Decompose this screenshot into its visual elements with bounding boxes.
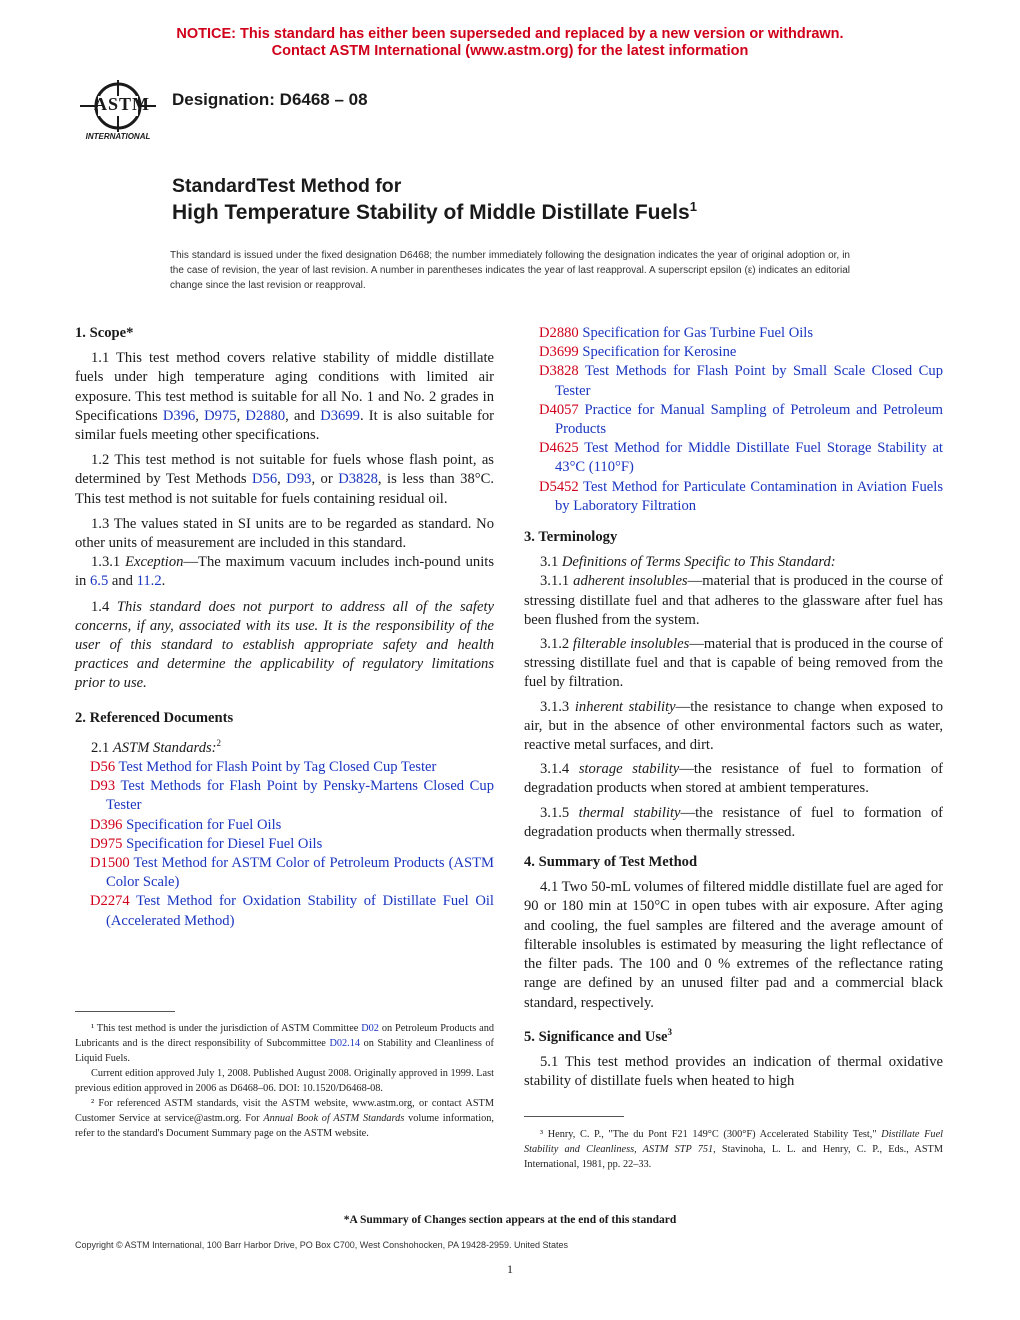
link-d56[interactable]: D56 <box>252 471 278 488</box>
terminology-3-1-5: 3.1.5 thermal stability—the resistance of fuel to formation of degradation products when thermally stressed. <box>524 804 944 840</box>
copyright-line: Copyright © ASTM International, 100 Barr Harbor Drive, PO Box C700, West Conshohocken, PA 19428-2959. United States <box>75 1240 569 1250</box>
summary-4-1: 4.1 Two 50-mL volumes of filtered middle distillate fuel are aged for 90 or 180 min at 150°C in open tubes with air exposure. After aging and cooling, the fuel samples are filtered and the average amount of filterable insolubles is estimated by measuring the light reflectance of the filter pads. The 100 and 0 % extremes of the reflectance rating range are defined by an unused filter pad and a commercial black standard, respectively. <box>524 879 943 1011</box>
astm-logo-icon <box>74 76 162 146</box>
ref-item-d4625[interactable]: D4625 Test Method for Middle Distillate Fuel Storage Stability at 43°C (110°F) <box>539 440 943 476</box>
ref-item-d2274[interactable]: D2274 Test Method for Oxidation Stability of Distillate Fuel Oil (Accelerated Method) <box>90 893 494 929</box>
link-d975[interactable]: D975 <box>204 407 237 424</box>
logo-letters: ASTM <box>94 94 151 114</box>
right-column <box>524 324 943 1091</box>
ref-item-d4057[interactable]: D4057 Practice for Manual Sampling of Petroleum and Petroleum Products <box>539 401 943 438</box>
scope-1-1: 1.1 This test method covers relative stability of middle distillate fuels under high temperature aging conditions with limited air exposure. This test method is suitable for all No. 1 and No. 2 grades in Specifications D396, D975, D2880, and D3699. It is also suitable for similar fuels meeting other specifications. <box>75 350 495 444</box>
link-d3828[interactable]: D3828 <box>338 471 378 488</box>
link-section-6-5[interactable]: 6.5 <box>90 573 109 590</box>
footnote-1-edition: Current edition approved July 1, 2008. Published August 2008. Originally approved in 1999. Last previous edition approved in 2006 as D6468–06. DOI: 10.1520/D6468-08. <box>75 1068 494 1094</box>
scope-1-3: 1.3 The values stated in SI units are to be regarded as standard. No other units of measurement are included in this standard. <box>75 515 494 552</box>
significance-heading: 5. Significance and Use$^3$ <box>524 1026 673 1045</box>
ref-item-d1500[interactable]: D1500 Test Method for ASTM Color of Petroleum Products (ASTM Color Scale) <box>90 854 494 891</box>
title-footnote-mark: 1 <box>689 199 697 214</box>
refdocs-heading: 2. Referenced Documents <box>75 709 234 726</box>
link-d02-14[interactable]: D02.14 <box>329 1038 361 1049</box>
ref-item-d3699[interactable]: D3699 Specification for Kerosine <box>539 344 737 361</box>
page-number: 1 <box>507 1262 513 1276</box>
footnote-rule-right <box>524 1116 624 1117</box>
significance-5-1: 5.1 This test method provides an indication of thermal oxidative stability of distillate fuels when heated to high <box>524 1053 943 1089</box>
scope-1-2: 1.2 This test method is not suitable for fuels whose flash point, as determined by Test Methods D56, D93, or D3828, is less than 38°C. This test method is not suitable for fuels containing residual oil. <box>75 452 494 507</box>
terminology-3-1-3: 3.1.3 inherent stability—the resistance to change when exposed to air, but in the absence of other environmental factors such as water, reactive metal surfaces, and dirt. <box>524 698 944 754</box>
ref-item-d2880[interactable]: D2880 Specification for Gas Turbine Fuel Oils <box>539 325 814 341</box>
link-section-11-2[interactable]: 11.2 <box>136 573 162 590</box>
footnote-1: ¹ This test method is under the jurisdiction of ASTM Committee D02 on Petroleum Products and Lubricants and is the direct responsibility of Subcommittee D02.14 on Stability and Cleanliness of Liquid Fuels. <box>75 1023 494 1064</box>
footnotes-right <box>524 1127 943 1172</box>
scope-1-3-1: 1.3.1 Exception—The maximum vacuum includes inch-pound units in 6.5 and 11.2. <box>75 554 494 590</box>
link-d3699[interactable]: D3699 <box>320 407 360 424</box>
ref-item-d56[interactable]: D56 Test Method for Flash Point by Tag Closed Cup Tester <box>90 758 437 775</box>
footnote-3: ³ Henry, C. P., "The du Pont F21 149°C (300°F) Accelerated Stability Test," Distillate Fuel Stability and Cleanliness, ASTM STP 751, Stavinoha, L. L. and Henry, C. P., Eds., ASTM International, 1981, pp. 22–33. <box>524 1129 943 1170</box>
scope-heading: 1. Scope* <box>75 325 134 341</box>
notice-line-1: NOTICE: This standard has either been superseded and replaced by a new version or withdrawn. <box>176 26 844 42</box>
link-d396[interactable]: D396 <box>162 407 196 424</box>
ref-item-d5452[interactable]: D5452 Test Method for Particulate Contamination in Aviation Fuels by Laboratory Filtration <box>539 478 943 514</box>
ref-item-d975[interactable]: D975 Specification for Diesel Fuel Oils <box>90 835 323 852</box>
terminology-3-1-1: 3.1.1 adherent insolubles—material that is produced in the course of stressing distillate fuel and that adheres to the glassware after fuel has been flushed from the system. <box>524 573 943 628</box>
link-d02[interactable]: D02 <box>361 1023 379 1034</box>
notice-banner <box>0 26 1020 60</box>
footnote-rule-left <box>75 1011 175 1012</box>
left-column <box>75 324 494 931</box>
footnote-2: ² For referenced ASTM standards, visit the ASTM website, www.astm.org, or contact ASTM Customer Service at service@astm.org. For Annual Book of ASTM Standards volume information, refer to the standard's Document Summary page on the ASTM website. <box>75 1098 494 1139</box>
summary-heading: 4. Summary of Test Method <box>524 854 698 871</box>
designation: Designation: D6468 – 08 <box>172 90 368 109</box>
link-d93[interactable]: D93 <box>286 471 312 488</box>
terminology-3-1: 3.1 Definitions of Terms Specific to This Standard: <box>540 554 836 571</box>
ref-item-d93[interactable]: D93 Test Methods for Flash Point by Pensky-Martens Closed Cup Tester <box>90 778 494 814</box>
ref-item-d3828[interactable]: D3828 Test Methods for Flash Point by Small Scale Closed Cup Tester <box>539 363 943 399</box>
notice-line-2: Contact ASTM International (www.astm.org) for the latest information <box>271 43 749 59</box>
link-d2880[interactable]: D2880 <box>245 407 286 424</box>
logo-subtitle: INTERNATIONAL <box>85 132 151 141</box>
terminology-3-1-2: 3.1.2 filterable insolubles—material that is produced in the course of stressing distillate fuel and that is capable of being removed from the fuel by filtration. <box>524 636 943 691</box>
summary-of-changes-note: *A Summary of Changes section appears at the end of this standard <box>343 1214 677 1226</box>
title-line-2 <box>172 199 697 225</box>
refdocs-2-1: 2.1 ASTM Standards:$^2$ <box>91 737 222 756</box>
title-line-1: StandardTest Method for <box>172 175 402 197</box>
title-text: High Temperature Stability of Middle Distillate Fuels <box>172 201 690 224</box>
footnotes-left <box>75 1021 494 1141</box>
intro-paragraph: This standard is issued under the fixed designation D6468; the number immediately following the designation indicates the year of original adoption or, in the case of revision, the year of last revision. A number in parentheses indicates the year of last reapproval. A superscript epsilon (ε) indicates an editorial change since the last revision or reapproval. <box>170 250 850 291</box>
terminology-heading: 3. Terminology <box>524 529 618 546</box>
scope-1-4: 1.4 This standard does not purport to address all of the safety concerns, if any, associated with its use. It is the responsibility of the user of this standard to establish appropriate safety and health practices and determine the applicability of regulatory limitations prior to use. <box>75 598 494 692</box>
ref-item-d396[interactable]: D396 Specification for Fuel Oils <box>90 816 282 833</box>
terminology-3-1-4: 3.1.4 storage stability—the resistance of fuel to formation of degradation products when stored at ambient temperatures. <box>524 761 943 797</box>
